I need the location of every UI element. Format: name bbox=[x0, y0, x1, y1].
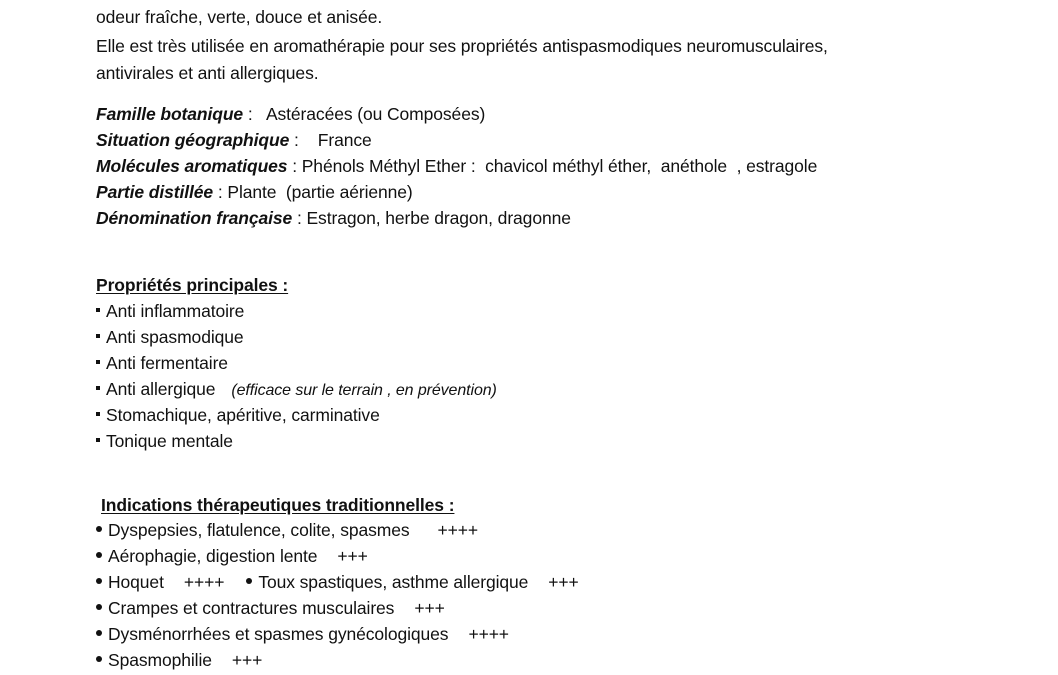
indication-text: Aérophagie, digestion lente bbox=[108, 546, 318, 566]
property-item bbox=[96, 404, 380, 426]
fact-separator: : bbox=[243, 104, 266, 124]
fact-row-denomination bbox=[96, 207, 571, 229]
indication-rating: +++ bbox=[231, 650, 263, 670]
square-bullet-icon bbox=[96, 412, 100, 416]
intro-line-3: antivirales et anti allergiques. bbox=[96, 63, 319, 83]
round-bullet-icon bbox=[96, 552, 102, 558]
property-text: Anti fermentaire bbox=[106, 353, 228, 373]
property-text: Anti spasmodique bbox=[106, 327, 244, 347]
fact-row-situation bbox=[96, 129, 372, 151]
square-bullet-icon bbox=[96, 360, 100, 364]
square-bullet-icon bbox=[96, 438, 100, 442]
indication-text: Dyspepsies, flatulence, colite, spasmes bbox=[108, 520, 410, 540]
fact-label: Situation géographique bbox=[96, 130, 290, 150]
indication-rating: +++ bbox=[414, 598, 445, 618]
square-bullet-icon bbox=[96, 334, 100, 338]
intro-line-2: Elle est très utilisée en aromathérapie pour ses propriétés antispasmodiques neuromusculaires, bbox=[96, 36, 828, 56]
indication-rating: ++++ bbox=[468, 624, 509, 644]
property-text: Anti allergique bbox=[106, 379, 216, 399]
indication-item bbox=[96, 649, 262, 671]
indication-rating: +++ bbox=[548, 572, 579, 592]
fact-row-partie bbox=[96, 181, 413, 203]
round-bullet-icon bbox=[96, 656, 102, 662]
fact-label: Famille botanique bbox=[96, 104, 244, 124]
property-item bbox=[96, 326, 244, 348]
round-bullet-icon bbox=[96, 604, 102, 610]
round-bullet-icon bbox=[96, 578, 102, 584]
property-item bbox=[96, 378, 497, 402]
property-note: (efficace sur le terrain , en prévention) bbox=[231, 382, 497, 399]
property-text: Stomachique, apéritive, carminative bbox=[106, 405, 380, 425]
fact-separator: : bbox=[287, 156, 302, 176]
fact-value: Phénols Méthyl Ether : chavicol méthyl éther, anéthole , estragole bbox=[301, 156, 818, 176]
fact-separator: : bbox=[292, 208, 307, 228]
fact-value: Estragon, herbe dragon, dragonne bbox=[306, 208, 571, 228]
fact-separator: : bbox=[213, 182, 228, 202]
fact-label: Partie distillée bbox=[96, 182, 214, 202]
round-bullet-icon bbox=[96, 630, 102, 636]
fact-value: Astéracées (ou Composées) bbox=[265, 104, 486, 124]
indication-rating: +++ bbox=[337, 546, 368, 566]
indication-item bbox=[96, 519, 478, 541]
intro-line-1: odeur fraîche, verte, douce et anisée. bbox=[96, 7, 383, 27]
fact-row-molecules bbox=[96, 155, 817, 177]
square-bullet-icon bbox=[96, 308, 100, 312]
indication-text: Toux spastiques, asthme allergique bbox=[258, 572, 529, 592]
fact-value: France bbox=[317, 130, 372, 150]
indication-text: Hoquet bbox=[108, 572, 164, 592]
indication-item bbox=[96, 597, 445, 619]
square-bullet-icon bbox=[96, 386, 100, 390]
indication-text: Spasmophilie bbox=[108, 650, 212, 670]
fact-label: Molécules aromatiques bbox=[96, 156, 288, 176]
property-text: Anti inflammatoire bbox=[106, 301, 245, 321]
property-item bbox=[96, 430, 233, 452]
fact-row-famille bbox=[96, 103, 485, 125]
indication-item bbox=[96, 571, 579, 593]
indication-text: Dysménorrhées et spasmes gynécologiques bbox=[108, 624, 449, 644]
fact-value: Plante (partie aérienne) bbox=[227, 182, 413, 202]
round-bullet-icon bbox=[246, 578, 252, 584]
indications-heading: Indications thérapeutiques traditionnelles : bbox=[101, 495, 455, 515]
fact-label: Dénomination française bbox=[96, 208, 293, 228]
property-text: Tonique mentale bbox=[106, 431, 233, 451]
fact-separator: : bbox=[289, 130, 318, 150]
property-item bbox=[96, 300, 244, 322]
round-bullet-icon bbox=[96, 526, 102, 532]
indication-text: Crampes et contractures musculaires bbox=[108, 598, 395, 618]
indication-rating: ++++ bbox=[183, 572, 225, 592]
property-item bbox=[96, 352, 228, 374]
indication-item bbox=[96, 623, 509, 645]
indication-item bbox=[96, 545, 368, 567]
properties-heading: Propriétés principales : bbox=[96, 275, 289, 295]
indication-rating: ++++ bbox=[437, 520, 479, 540]
